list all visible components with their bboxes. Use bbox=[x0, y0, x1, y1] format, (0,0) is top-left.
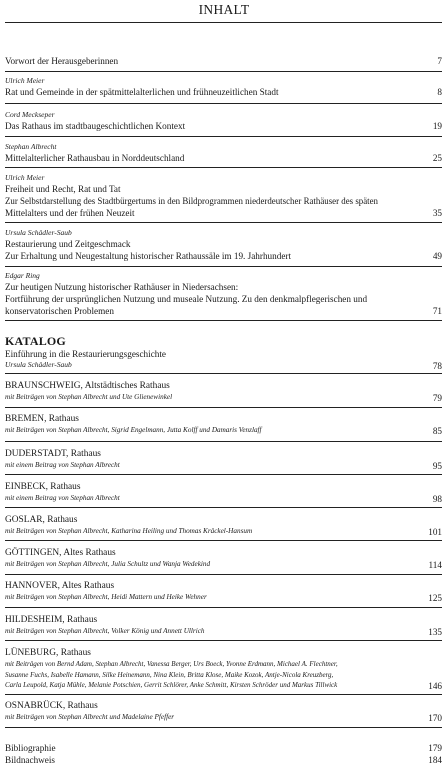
entry-subtitle-line: Zur Erhaltung und Neugestaltung historischer Rathaussäle im 19. Jahrhundert bbox=[5, 251, 292, 261]
entry-author: Edgar Ring bbox=[5, 271, 40, 280]
page-number: 19 bbox=[432, 121, 442, 131]
entry-divider bbox=[5, 373, 442, 374]
entry-divider bbox=[5, 694, 442, 695]
entry-divider bbox=[5, 136, 442, 137]
entry-title: Bildnachweis bbox=[5, 755, 56, 765]
entry-contributors: mit Beiträgen von Stephan Albrecht, Sigrid Engelmann, Jutta Kolff und Damaris Venzlaff bbox=[5, 426, 262, 434]
toc-entry-essay-5[interactable] bbox=[5, 228, 442, 262]
entry-author: Ursula Schädler-Saub bbox=[5, 360, 72, 369]
entry-contributors: mit Beiträgen von Stephan Albrecht, Julia Schultz und Wanja Wedekind bbox=[5, 560, 211, 568]
entry-contributors: mit einem Beitrag von Stephan Albrecht bbox=[5, 461, 120, 469]
entry-title: HANNOVER, Altes Rathaus bbox=[5, 581, 115, 591]
entry-title: Einführung in die Restaurierungsgeschichte bbox=[5, 349, 166, 359]
page-number: 135 bbox=[428, 627, 442, 637]
entry-divider bbox=[5, 474, 442, 475]
entry-subtitle-line: Fortführung der ursprünglichen Nutzung und museale Nutzung. Zu den denkmalpflegerischen und bbox=[5, 294, 368, 304]
toc-entry-einbeck[interactable] bbox=[5, 481, 442, 504]
toc-entry-bildnachweis[interactable] bbox=[5, 754, 442, 766]
toc-entry-osnabrueck[interactable] bbox=[5, 700, 442, 723]
toc-entry-essay-4[interactable] bbox=[5, 173, 442, 219]
entry-divider bbox=[5, 607, 442, 608]
entry-divider bbox=[5, 640, 442, 641]
page-number: 79 bbox=[432, 393, 442, 403]
toc-entry-katalog-intro[interactable] bbox=[5, 348, 442, 370]
title-divider bbox=[5, 22, 442, 23]
page-number: 25 bbox=[432, 153, 442, 163]
entry-divider bbox=[5, 103, 442, 104]
katalog-section bbox=[5, 334, 442, 348]
entry-divider bbox=[5, 266, 442, 267]
entry-divider bbox=[5, 507, 442, 508]
toc-entry-bremen[interactable] bbox=[5, 413, 442, 436]
entry-title: OSNABRÜCK, Rathaus bbox=[5, 701, 98, 711]
toc-entry-goslar[interactable] bbox=[5, 514, 442, 537]
entry-title: EINBECK, Rathaus bbox=[5, 482, 81, 492]
page-number: 71 bbox=[432, 306, 442, 316]
toc-entry-duderstadt[interactable] bbox=[5, 448, 442, 471]
entry-contributors: mit einem Beitrag von Stephan Albrecht bbox=[5, 494, 120, 502]
entry-title: GOSLAR, Rathaus bbox=[5, 515, 78, 525]
page-number: 7 bbox=[437, 56, 442, 66]
entry-divider bbox=[5, 167, 442, 168]
page-number: 146 bbox=[428, 681, 442, 691]
entry-title: Bibliographie bbox=[5, 743, 56, 753]
page-number: 170 bbox=[428, 713, 442, 723]
toc-entry-essay-2[interactable] bbox=[5, 110, 442, 132]
entry-title: HILDESHEIM, Rathaus bbox=[5, 615, 98, 625]
page-number: 125 bbox=[428, 593, 442, 603]
toc-entry-bibliographie[interactable] bbox=[5, 742, 442, 754]
entry-title: Das Rathaus im stadtbaugeschichtlichen Kontext bbox=[5, 121, 186, 131]
page-number: 184 bbox=[428, 755, 442, 765]
entry-author: Ulrich Meier bbox=[5, 173, 45, 182]
entry-divider bbox=[5, 574, 442, 575]
page-number: 101 bbox=[428, 527, 442, 537]
entry-title: DUDERSTADT, Rathaus bbox=[5, 449, 101, 459]
toc-entry-vorwort[interactable] bbox=[5, 55, 442, 67]
page-title: INHALT bbox=[198, 2, 250, 17]
entry-subtitle-line: Mittelalters und der frühen Neuzeit bbox=[5, 208, 135, 218]
toc-entry-braunschweig[interactable] bbox=[5, 380, 442, 403]
entry-title: Mittelalterlicher Rathausbau in Norddeutschland bbox=[5, 153, 185, 163]
entry-contributors: mit Beiträgen von Bernd Adam, Stephan Albrecht, Vanessa Berger, Urs Boeck, Yvonne Erdmann, Michael A. Flechtner, bbox=[5, 660, 338, 668]
entry-title: LÜNEBURG, Rathaus bbox=[5, 648, 91, 658]
entry-title: Vorwort der Herausgeberinnen bbox=[5, 56, 119, 66]
entry-contributors: mit Beiträgen von Stephan Albrecht und Ute Glienewinkel bbox=[5, 393, 173, 401]
entry-subtitle-line: Zur Selbstdarstellung des Stadtbürgertums in den Bildprogrammen niederdeutscher Rathäuser des späten bbox=[5, 196, 378, 206]
entry-divider bbox=[5, 441, 442, 442]
entry-contributors: mit Beiträgen von Stephan Albrecht und Madelaine Pfeffer bbox=[5, 713, 175, 721]
toc-entry-essay-6[interactable] bbox=[5, 271, 442, 317]
entry-divider bbox=[5, 222, 442, 223]
page-number: 179 bbox=[428, 743, 442, 753]
page-number: 49 bbox=[432, 251, 442, 261]
entry-author: Cord Meckseper bbox=[5, 110, 55, 119]
page-number: 114 bbox=[428, 560, 442, 570]
page-number: 85 bbox=[432, 426, 442, 436]
toc-entry-essay-1[interactable] bbox=[5, 76, 442, 98]
entry-author: Ulrich Meier bbox=[5, 76, 45, 85]
toc-entry-hildesheim[interactable] bbox=[5, 614, 442, 637]
entry-author: Ursula Schädler-Saub bbox=[5, 228, 72, 237]
entry-title-line: Restaurierung und Zeitgeschmack bbox=[5, 239, 131, 249]
entry-author: Stephan Albrecht bbox=[5, 142, 57, 151]
page-number: 98 bbox=[432, 494, 442, 504]
entry-subtitle-line: konservatorischen Problemen bbox=[5, 306, 114, 316]
entry-divider bbox=[5, 727, 442, 728]
toc-entry-essay-3[interactable] bbox=[5, 142, 442, 164]
toc-entry-goettingen[interactable] bbox=[5, 547, 442, 570]
page-number: 78 bbox=[432, 361, 442, 371]
entry-title-line: Freiheit und Recht, Rat und Tat bbox=[5, 184, 121, 194]
entry-divider bbox=[5, 320, 442, 321]
entry-contributors: mit Beiträgen von Stephan Albrecht, Katharina Heiling und Thomas Kräckel-Hansum bbox=[5, 527, 253, 535]
toc-entry-lueneburg[interactable] bbox=[5, 647, 442, 691]
entry-contributors: Carla Leupold, Katja Mühle, Melanie Potschien, Gerrit Schlörer, Anke Schmitt, Kirsten Schröder und Markus Tillwick bbox=[5, 681, 338, 689]
entry-divider bbox=[5, 540, 442, 541]
page-number: 95 bbox=[432, 461, 442, 471]
entry-title: BREMEN, Rathaus bbox=[5, 414, 79, 424]
entry-contributors: mit Beiträgen von Stephan Albrecht, Volker König und Annett Ullrich bbox=[5, 627, 205, 635]
page-number: 35 bbox=[432, 208, 442, 218]
entry-divider bbox=[5, 71, 442, 72]
entry-title: Rat und Gemeinde in der spätmittelalterlichen und frühneuzeitlichen Stadt bbox=[5, 87, 279, 97]
entry-contributors: Susanne Fuchs, Isabelle Hamann, Silke Heinemann, Nina Klein, Britta Klose, Maike Kozok, Antje-Nicola Kreuzberg, bbox=[5, 670, 334, 679]
entry-divider bbox=[5, 407, 442, 408]
entry-contributors: mit Beiträgen von Stephan Albrecht, Heidi Mattern und Heike Wehner bbox=[5, 593, 207, 601]
page-number: 8 bbox=[437, 87, 442, 97]
toc-entry-hannover[interactable] bbox=[5, 580, 442, 603]
katalog-heading: KATALOG bbox=[5, 334, 66, 348]
entry-title: BRAUNSCHWEIG, Altstädtisches Rathaus bbox=[5, 381, 170, 391]
entry-title-line: Zur heutigen Nutzung historischer Rathäuser in Niedersachsen: bbox=[5, 282, 239, 292]
entry-title: GÖTTINGEN, Altes Rathaus bbox=[5, 548, 116, 558]
